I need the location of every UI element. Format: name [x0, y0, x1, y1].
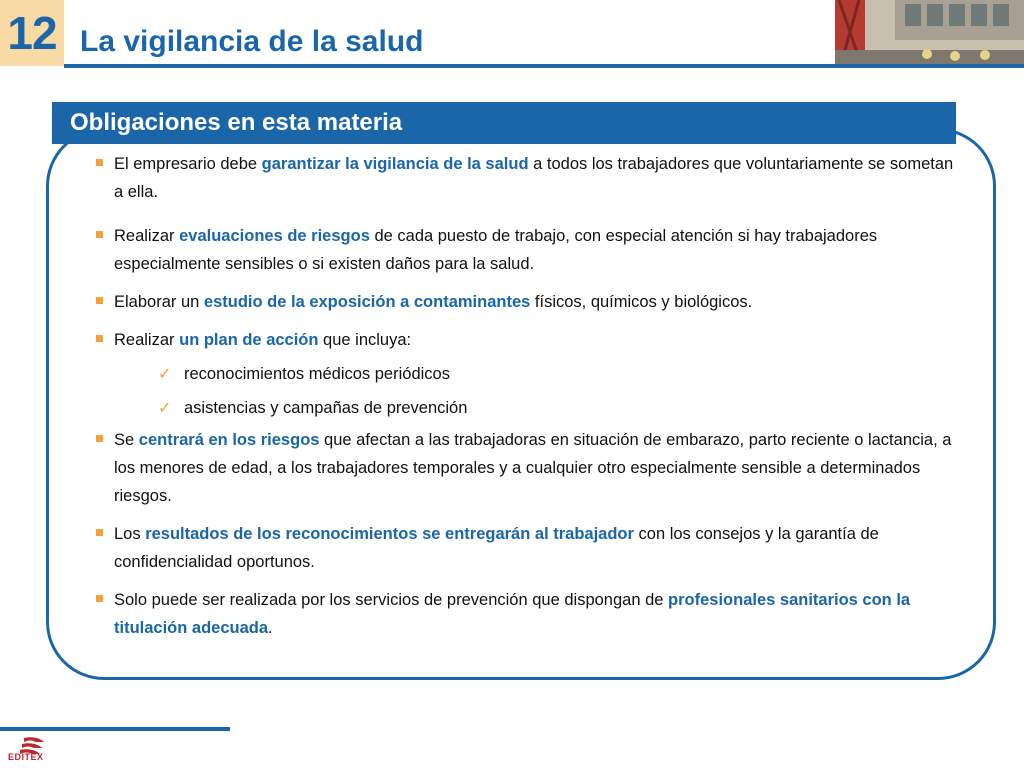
footer-logo-text: EDITEX [8, 752, 44, 762]
section-title: Obligaciones en esta materia [70, 109, 403, 136]
list-item [96, 288, 966, 316]
building-photo-icon [835, 0, 1024, 64]
checkmark-icon: ✓ [158, 398, 172, 417]
item-text: Elaborar un [114, 293, 204, 311]
item-highlight: un plan de acción [179, 331, 319, 349]
item-text: . [268, 619, 273, 637]
item-text: de cada puesto de trabajo, con especial atención si hay trabajadores especialmente sensibles o si existen daños para la salud. [114, 227, 878, 273]
square-bullet-icon [96, 529, 103, 536]
item-text: físicos, químicos y biológicos. [530, 293, 753, 311]
item-text: que afectan a las trabajadoras en situación de embarazo, parto reciente o lactancia, a los menores de edad, a los trabajadores temporales y a cualquier otro especialmente sensible a determinados riesgos. [114, 431, 952, 505]
item-text: a todos los trabajadores que voluntariamente se sometan a ella. [114, 155, 954, 201]
list-item [96, 326, 966, 354]
square-bullet-icon [96, 231, 103, 238]
item-text: Se [114, 431, 139, 449]
item-text: El empresario debe [114, 155, 262, 173]
item-highlight: garantizar la vigilancia de la salud [261, 155, 529, 173]
checkmark-icon: ✓ [158, 364, 172, 383]
item-highlight: resultados de los reconocimientos se entregarán al trabajador [145, 525, 634, 543]
sub-item-text: reconocimientos médicos periódicos [184, 365, 450, 383]
page-title: La vigilancia de la salud [80, 25, 424, 58]
square-bullet-icon [96, 297, 103, 304]
item-highlight: centrará en los riesgos [138, 431, 320, 449]
obligations-list [96, 150, 966, 642]
item-text: con los consejos y la garantía de confidencialidad oportunos. [114, 525, 879, 571]
square-bullet-icon [96, 159, 103, 166]
item-text: Los [114, 525, 146, 543]
square-bullet-icon [96, 335, 103, 342]
header-divider [64, 64, 1024, 68]
item-text: Realizar [114, 331, 180, 349]
item-text: Solo puede ser realizada por los servicios de prevención que dispongan de [114, 591, 669, 609]
item-highlight: estudio de la exposición a contaminantes [203, 293, 531, 311]
square-bullet-icon [96, 435, 103, 442]
footer-divider [0, 727, 230, 731]
list-item [96, 520, 966, 576]
list-item [96, 222, 966, 278]
sub-list-item [96, 360, 966, 388]
sub-list-item [96, 394, 966, 422]
item-highlight: evaluaciones de riesgos [179, 227, 370, 245]
square-bullet-icon [96, 595, 103, 602]
chapter-number: 12 [0, 0, 64, 66]
item-text: Realizar [114, 227, 180, 245]
list-item [96, 586, 966, 642]
item-highlight: profesionales sanitarios con la titulación adecuada [114, 591, 911, 637]
list-item [96, 150, 966, 206]
item-text: que incluya: [318, 331, 412, 349]
header-photo-image [835, 0, 1024, 64]
list-item [96, 426, 966, 510]
sub-item-text: asistencias y campañas de prevención [184, 399, 468, 417]
